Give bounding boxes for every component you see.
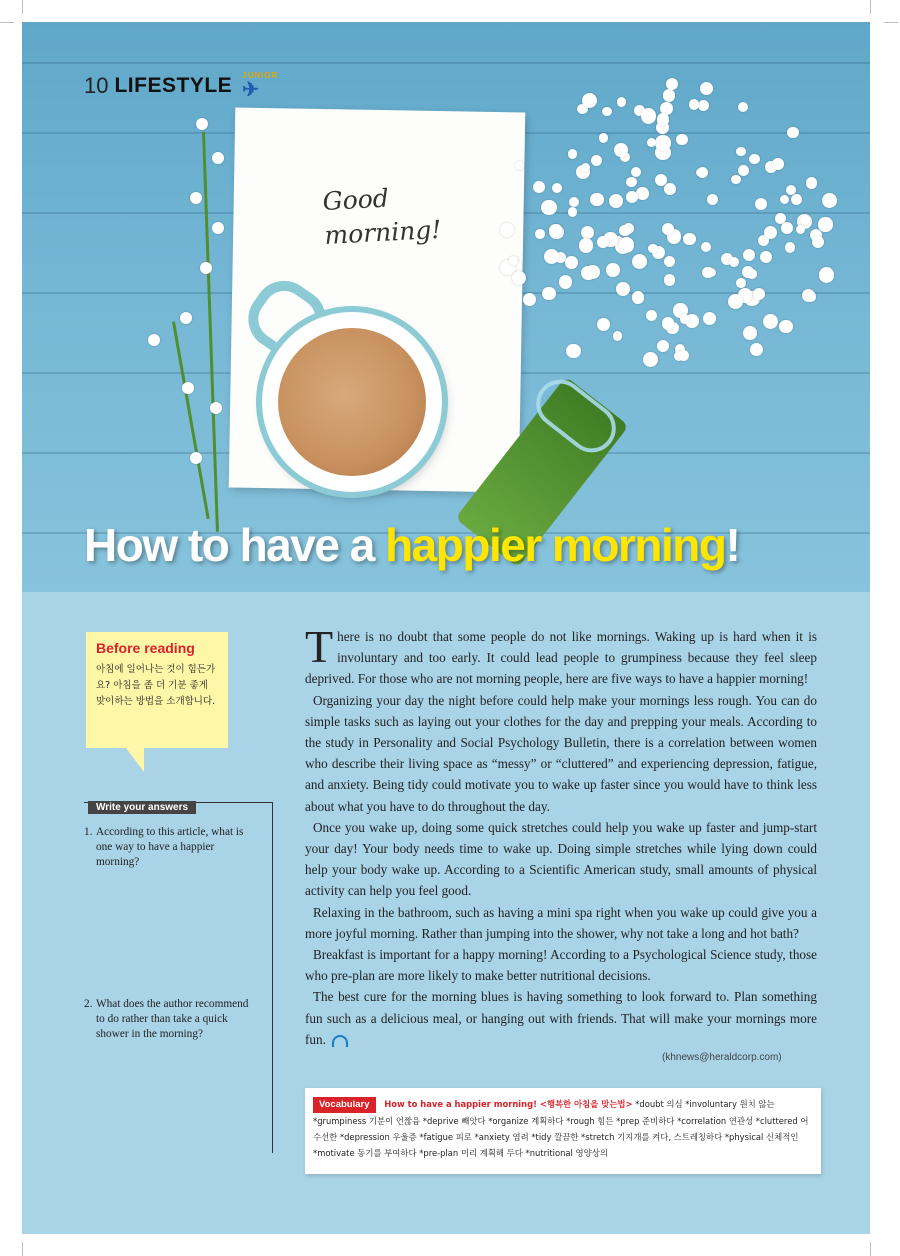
lily-flower [591,155,602,166]
lily-flower [641,108,657,124]
lily-flower [500,223,514,237]
lily-flower [663,89,676,102]
lily-flower [750,343,763,356]
lily-flower [818,217,832,231]
page-number: 10 [84,73,109,98]
lily-flower [657,340,669,352]
article-body [305,621,817,1050]
article-paragraph: Once you wake up, doing some quick stretches could help you wake up faster and jump-start your day! Your body needs time to wake up. Doing simple stretches while lying down could help your body wake up. According to a Scientific American study, small amounts of physical activity can help you feel good. [305,819,817,899]
headphone-icon[interactable] [332,1035,348,1047]
lily-flower [200,262,212,274]
coffee [278,328,426,476]
write-answers-tag: Write your answers [88,801,196,814]
lily-flower [535,229,545,239]
lily-flower [664,274,675,285]
before-reading-text: 아침에 일어나는 것이 힘든가요? 아침을 좀 더 기분 좋게 맞이하는 방법을 소개합니다. [96,664,216,707]
lily-flower [597,236,609,248]
lily-flower [190,192,202,204]
lily-flower [212,222,224,234]
lily-flower [643,352,658,367]
lily-flower [552,183,562,193]
before-reading-box [86,632,228,748]
lily-flower [544,249,559,264]
lily-flower [779,320,793,334]
lily-flower [781,222,793,234]
lily-flower [581,226,594,239]
lily-flower [212,152,224,164]
speech-bubble-tail [104,732,144,772]
article-paragraph: Organizing your day the night before could help make your mornings less rough. You can do simple tasks such as laying out your clothes for the day and prepping your meals. According to the study in Personality and Social Psychology Bulletin, there is a correlation between women who describe their living space as “messy” or “cluttered” and experiencing depression, fatigue, and anxiety. Being tidy could motivate you to wake up faster since you would have to think less about what you have to do throughout the day. [305,692,817,814]
lily-flower [568,149,577,158]
lily-flower [689,99,699,109]
lily-flower [703,312,716,325]
lily-flower [738,102,748,112]
article-paragraph: The best cure for the morning blues is having something to look forward to. Plan something fun such as a delicious meal, or hanging out with friends. That will make your mornings more fun. [305,989,817,1047]
lily-flower [743,326,757,340]
lily-flower [747,269,757,279]
lily-flower [697,167,708,178]
lily-flower [698,100,709,111]
lily-flower [512,271,526,285]
lily-flower [602,107,611,116]
lily-flower [619,225,630,236]
lily-flower [683,233,696,246]
lily-flower [755,198,767,210]
lily-flower [541,200,557,216]
lily-flower [780,195,789,204]
lily-flower [700,82,713,95]
lily-flower [702,267,713,278]
lily-flower [182,382,194,394]
lily-flower [753,288,765,300]
section-title: LIFESTYLE [114,74,233,97]
lily-flower [569,197,579,207]
headline: How to have a happier morning! [84,519,740,571]
lily-flower [190,452,202,464]
lily-flower [655,135,671,151]
lily-flower [549,224,562,237]
lily-flower [609,194,623,208]
vocabulary-tag: Vocabulary [313,1097,376,1113]
vocabulary-box [305,1088,821,1174]
lily-flower [626,191,638,203]
lily-flower [764,226,777,239]
lily-flower [731,175,740,184]
lily-flower [729,257,739,267]
vocabulary-entries: *doubt 의심 *involuntary 원치 않는 *grumpiness 기분이 언짢음 *deprive 빼앗다 *organize 계획하다 *rough 힘든 *prep 준비하다 *correlation 연관성 *cluttered 어수선한 *depression 우울증 *fatigue 피로 *anxiety 염려 *tidy 깔끔한 *stretch 기지개를 켜다, 스트레칭하다 *physical 신체적인 *motivate 동기를 부여하다 *pre-plan 미리 계획해 두다 *nutritional 영양상의 [313,1099,809,1158]
lily-flower [738,165,749,176]
crop-mark [22,0,23,14]
lily-flower [664,183,676,195]
lily-flower [582,93,597,108]
lily-flower [631,167,641,177]
crop-mark [884,22,898,23]
lily-flower [707,194,719,206]
handwritten-note: Good morning! [321,183,443,250]
lily-flower [657,113,670,126]
flower-stem [172,321,210,518]
lily-flower [597,318,610,331]
crop-mark [870,0,871,14]
lily-flower [515,161,524,170]
lily-flower [662,317,675,330]
hero-photo [22,22,870,592]
lily-flower [559,275,573,289]
lily-flower [196,118,208,130]
lily-flower [736,278,746,288]
vocabulary-heading: How to have a happier morning! <행복한 아침을 맞는법> [384,1099,633,1109]
lily-flower [664,256,675,267]
lily-flower [772,158,784,170]
lily-flower [636,187,648,199]
lily-flower [812,236,824,248]
lily-flower [599,133,609,143]
lily-flower [523,293,536,306]
lily-flower [819,267,835,283]
question-item: 1. According to this article, what is one way to have a happier morning? [84,826,244,868]
lily-flower [728,294,743,309]
lily-flower [785,242,796,253]
lily-flower [148,334,160,346]
lily-flower [566,344,581,359]
lily-flower [590,193,603,206]
lily-flower [701,242,711,252]
lily-flower [646,310,657,321]
lily-flower [632,291,645,304]
lily-flower [568,207,577,216]
crop-mark [870,1242,871,1256]
page-header [84,72,278,100]
article-paragraph: Relaxing in the bathroom, such as having a mini spa right when you wake up could give you a more joyful morning. Rather than jumping into the shower, why not take a long and hot bath? [305,904,817,941]
lily-flower [822,193,837,208]
lily-flower [533,181,545,193]
lily-flower [749,154,760,165]
lily-flower [763,314,778,329]
lily-flower [678,350,689,361]
coffee-cup [262,312,442,492]
lily-flower [617,97,627,107]
before-reading-title: Before reading [96,640,195,656]
lily-flower [579,238,593,252]
write-answers-box [84,802,273,1153]
lily-flower [806,291,817,302]
drop-cap: T [305,621,334,672]
lily-flower [791,194,802,205]
lily-flower [606,263,620,277]
lily-flower [616,282,630,296]
crop-mark [22,1242,23,1256]
lily-flower [632,254,647,269]
lily-flower [210,402,222,414]
lily-flower [626,177,637,188]
lily-flower [800,215,810,225]
question-item: 2. What does the author recommend to do rather than take a quick shower in the morning? [84,998,249,1040]
lily-flower [542,287,556,301]
lily-flower [787,127,799,139]
article-paragraph: There is no doubt that some people do not like mornings. Waking up is hard when it is involuntary and too early. It could lead people to grumpiness because they feel sleep deprived. For those who are not morning people, here are five ways to have a happier morning! [305,621,817,687]
lily-flower [806,177,818,189]
lily-flower [619,237,635,253]
magazine-page [22,22,870,1234]
lily-flower [736,147,746,157]
lily-flower [648,244,657,253]
lily-flower [613,331,622,340]
crop-mark [0,22,14,23]
lily-flower [565,256,578,269]
lily-flower [743,249,755,261]
article-paragraph: Breakfast is important for a happy morning! According to a Psychological Science study, those who pre-plan are more likely to make better nutritional decisions. [305,947,817,984]
flower-stem [202,132,219,532]
lily-flower [662,223,674,235]
lily-flower [680,314,689,323]
lily-flower [581,266,596,281]
lily-flower [760,251,772,263]
lily-flower [666,78,678,90]
author-credit: (khnews@heraldcorp.com) [662,1052,782,1063]
lily-flower [676,134,687,145]
lily-flower [180,312,192,324]
junior-logo: JUNIOR ✈ [242,71,279,101]
lily-flower [796,225,806,235]
